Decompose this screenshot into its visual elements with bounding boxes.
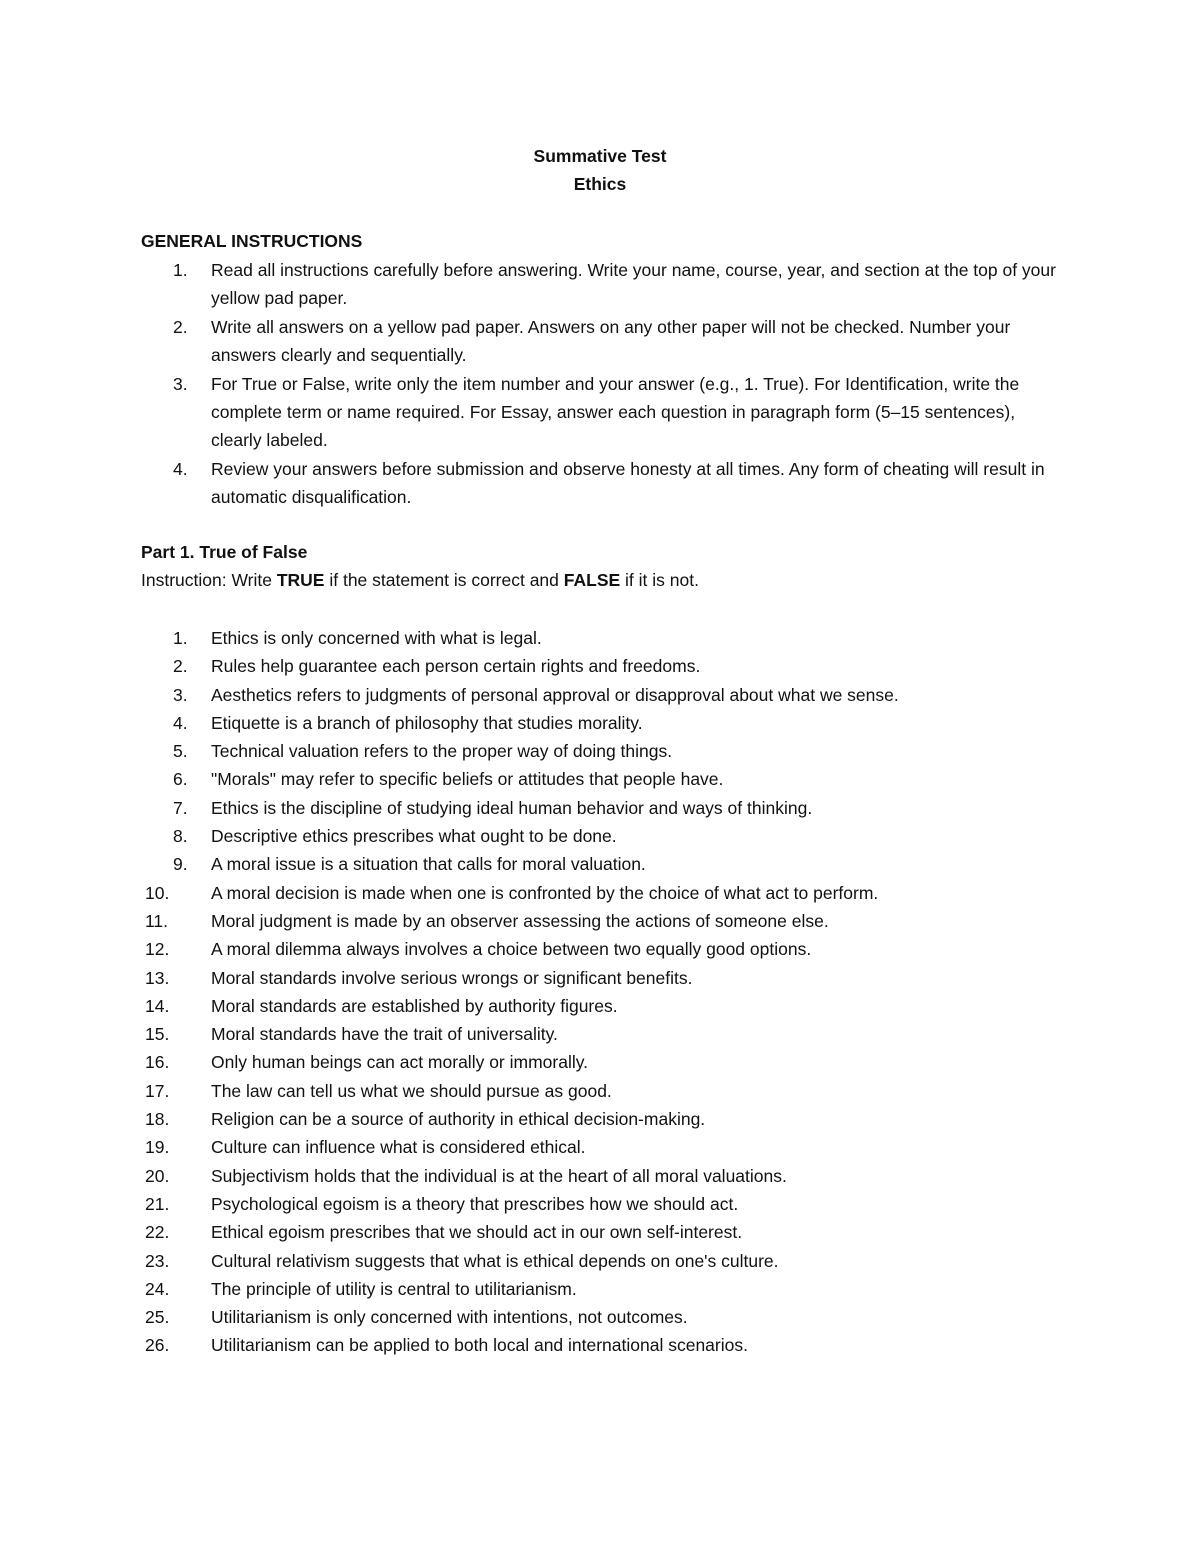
question-text: Moral standards are established by authority figures. (211, 995, 618, 1016)
question-item (141, 1331, 1081, 1359)
question-number: 22. (145, 1222, 170, 1243)
question-item (141, 1247, 1081, 1275)
question-item (141, 624, 1081, 652)
question-number: 25. (145, 1307, 170, 1328)
question-text: Cultural relativism suggests that what is ethical depends on one's culture. (211, 1250, 779, 1271)
question-number: 3. (173, 684, 188, 705)
question-text: Only human beings can act morally or immorally. (211, 1052, 589, 1073)
part1-instruction-true: TRUE (276, 570, 325, 590)
part1-instruction-false: FALSE (563, 570, 621, 590)
question-item (141, 1077, 1081, 1105)
document-title: Summative Test (533, 146, 667, 166)
instruction-text: For True or False, write only the item number and your answer (e.g., 1. True). For Identification, write the complete term or name required. For Essay, answer each question in paragraph form (5–15 sentences), clearly labeled. (211, 373, 1020, 451)
question-number: 26. (145, 1335, 170, 1356)
instruction-text: Write all answers on a yellow pad paper. Answers on any other paper will not be checked. Number your answers clearly and sequentially. (211, 316, 1011, 366)
part1-instruction-prefix: Instruction: Write (141, 570, 277, 590)
question-text: Utilitarianism can be applied to both local and international scenarios. (211, 1335, 748, 1356)
question-item (141, 1218, 1081, 1246)
question-number: 24. (145, 1278, 170, 1299)
question-text: Etiquette is a branch of philosophy that studies morality. (211, 712, 643, 733)
question-item (141, 1275, 1081, 1303)
question-text: Culture can influence what is considered ethical. (211, 1137, 586, 1158)
question-text: Ethics is the discipline of studying ideal human behavior and ways of thinking. (211, 797, 813, 818)
question-text: Psychological egoism is a theory that prescribes how we should act. (211, 1193, 739, 1214)
part1-instruction-suffix: if it is not. (620, 570, 699, 590)
question-item (141, 1020, 1081, 1048)
question-text: Ethics is only concerned with what is legal. (211, 628, 542, 648)
instruction-number: 1. (173, 260, 188, 280)
document-subtitle: Ethics (573, 174, 627, 194)
question-text: Aesthetics refers to judgments of personal approval or disapproval about what we sense. (211, 684, 899, 705)
part1-instruction (141, 566, 699, 594)
question-text: The law can tell us what we should pursue as good. (211, 1080, 612, 1101)
question-text: Utilitarianism is only concerned with intentions, not outcomes. (211, 1307, 688, 1328)
instruction-item (141, 370, 1061, 455)
true-false-list (141, 624, 1081, 1360)
question-number: 1. (173, 628, 188, 648)
question-number: 18. (145, 1109, 170, 1130)
instruction-text: Read all instructions carefully before answering. Write your name, course, year, and section at the top of your yellow pad paper. (211, 260, 1056, 309)
question-item (141, 1048, 1081, 1076)
question-item (141, 681, 1081, 709)
question-item (141, 1162, 1081, 1190)
question-item (141, 1133, 1081, 1161)
instruction-number: 2. (173, 316, 188, 337)
question-number: 5. (173, 741, 188, 762)
question-text: Descriptive ethics prescribes what ought to be done. (211, 826, 617, 847)
instruction-number: 3. (173, 373, 188, 394)
general-instructions-list (141, 256, 1061, 512)
question-number: 17. (145, 1080, 170, 1101)
question-text: Moral judgment is made by an observer assessing the actions of someone else. (211, 910, 829, 931)
question-number: 4. (173, 712, 188, 733)
question-text: Moral standards involve serious wrongs or significant benefits. (211, 967, 693, 988)
question-item (141, 879, 1081, 907)
title-block (0, 142, 1200, 198)
question-number: 20. (145, 1165, 170, 1186)
question-item (141, 964, 1081, 992)
question-number: 9. (173, 854, 188, 875)
question-text: Subjectivism holds that the individual is at the heart of all moral valuations. (211, 1165, 787, 1186)
question-text: "Morals" may refer to specific beliefs or attitudes that people have. (211, 769, 724, 790)
question-number: 11. (145, 910, 169, 931)
question-number: 14. (145, 995, 170, 1016)
question-item (141, 765, 1081, 793)
question-text: The principle of utility is central to utilitarianism. (211, 1278, 577, 1299)
question-item (141, 935, 1081, 963)
question-number: 6. (173, 769, 188, 790)
question-item (141, 1303, 1081, 1331)
question-text: A moral decision is made when one is confronted by the choice of what act to perform. (211, 882, 879, 903)
question-text: A moral dilemma always involves a choice between two equally good options. (211, 939, 812, 960)
question-text: Religion can be a source of authority in ethical decision-making. (211, 1109, 706, 1130)
question-text: Technical valuation refers to the proper way of doing things. (211, 741, 673, 762)
question-number: 7. (173, 797, 188, 818)
question-item (141, 850, 1081, 878)
question-item (141, 1105, 1081, 1133)
question-item (141, 709, 1081, 737)
question-text: A moral issue is a situation that calls for moral valuation. (211, 854, 646, 875)
question-item (141, 992, 1081, 1020)
instruction-text: Review your answers before submission and observe honesty at all times. Any form of cheating will result in automatic disqualification. (211, 458, 1045, 508)
question-number: 12. (145, 939, 170, 960)
question-number: 21. (145, 1193, 170, 1214)
part1-instruction-middle: if the statement is correct and (324, 570, 564, 590)
question-item (141, 1190, 1081, 1218)
question-number: 2. (173, 656, 188, 677)
question-item (141, 822, 1081, 850)
instruction-item (141, 455, 1061, 512)
part1-heading: Part 1. True of False (141, 542, 308, 562)
instruction-number: 4. (173, 458, 188, 479)
question-number: 16. (145, 1052, 170, 1073)
question-number: 23. (145, 1250, 170, 1271)
instruction-item (141, 256, 1061, 313)
question-text: Rules help guarantee each person certain rights and freedoms. (211, 656, 701, 677)
question-text: Moral standards have the trait of universality. (211, 1024, 558, 1045)
question-number: 10. (145, 882, 170, 903)
question-number: 15. (145, 1024, 170, 1045)
question-item (141, 737, 1081, 765)
question-text: Ethical egoism prescribes that we should act in our own self-interest. (211, 1222, 743, 1243)
question-number: 13. (145, 967, 170, 988)
instruction-item (141, 313, 1061, 370)
question-item (141, 794, 1081, 822)
question-item (141, 907, 1081, 935)
question-number: 19. (145, 1137, 170, 1158)
general-instructions-heading: GENERAL INSTRUCTIONS (141, 231, 363, 251)
question-item (141, 652, 1081, 680)
question-number: 8. (173, 826, 188, 847)
